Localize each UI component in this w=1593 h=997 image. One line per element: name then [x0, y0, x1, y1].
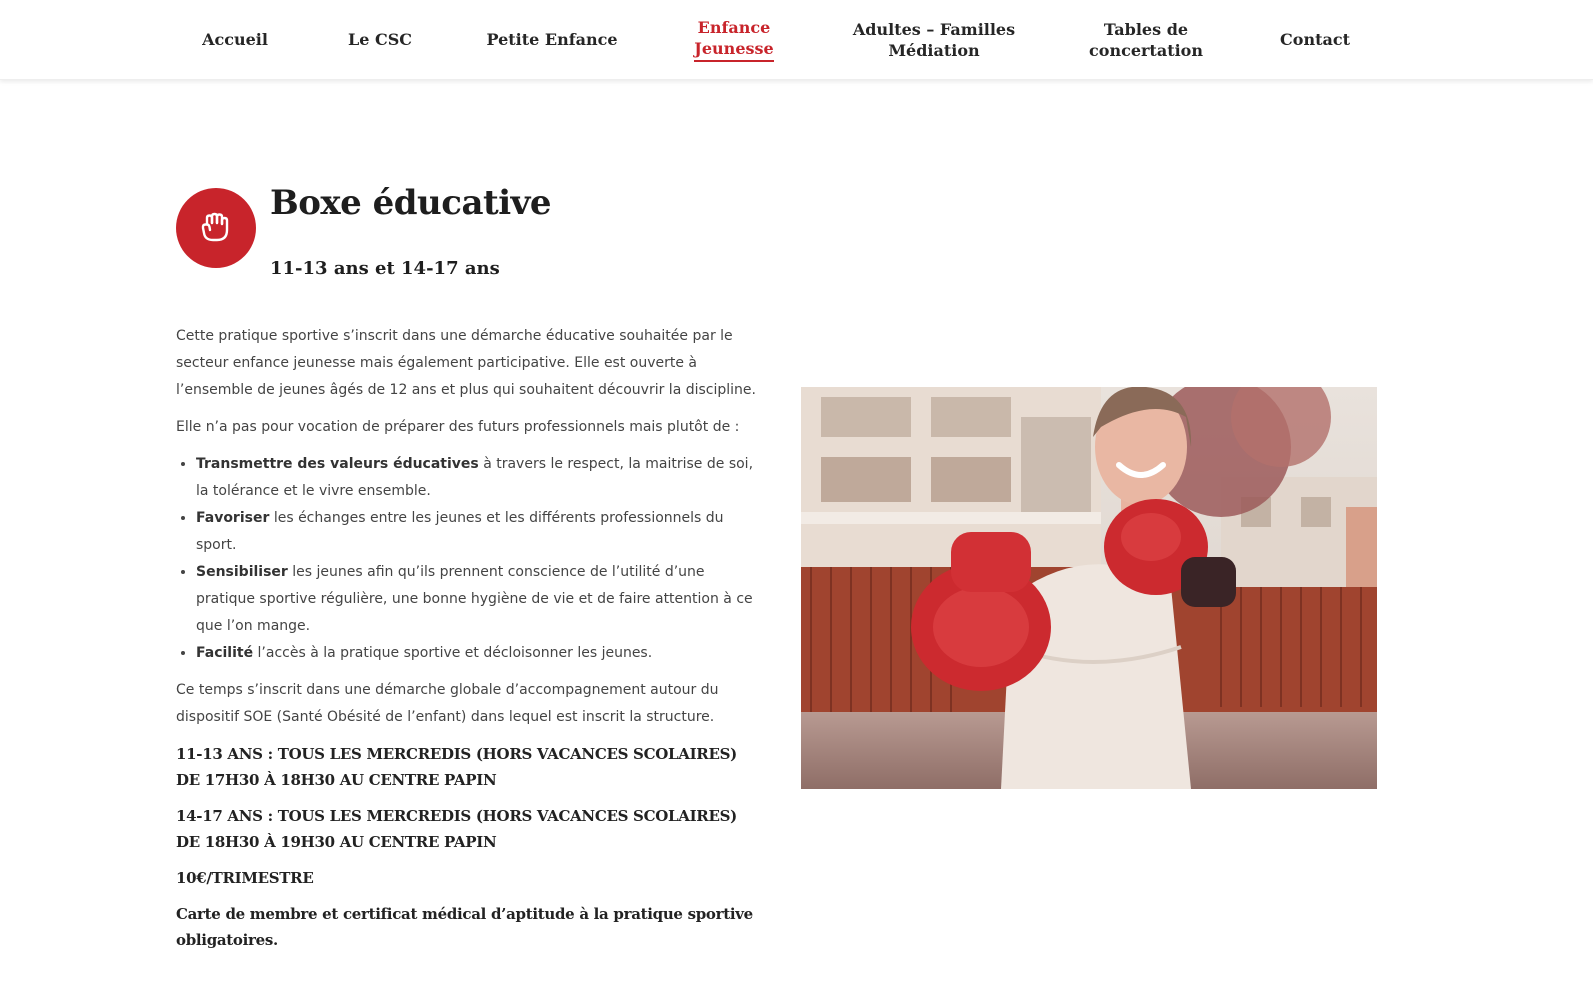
list-item: [196, 559, 756, 640]
boxing-girl-photo: [801, 387, 1377, 789]
list-item: [196, 451, 756, 505]
nav-item-petite-enfance[interactable]: [480, 0, 624, 79]
nav-item-label-line: Jeunesse: [694, 39, 774, 58]
context-paragraph: Ce temps s’inscrit dans une démarche globale d’accompagnement autour du dispositif SOE (Santé Obésité de l’enfant) dans lequel est inscrit la structure.: [176, 682, 719, 725]
objectives-list: [176, 451, 756, 667]
nav-item-accueil[interactable]: [195, 0, 275, 79]
nav-item-contact[interactable]: [1270, 0, 1360, 79]
nav-item-label-line: Médiation: [888, 40, 980, 60]
list-item-text: les échanges entre les jeunes et les différents professionnels du sport.: [196, 510, 724, 553]
list-item-text: à travers le respect, la maitrise de soi, la tolérance et le vivre ensemble.: [196, 456, 754, 499]
nav-item-adultes-familles[interactable]: [842, 0, 1026, 79]
nav-item-le-csc[interactable]: [340, 0, 420, 79]
nav-item-label: Le CSC: [347, 30, 413, 49]
nav-item-label: Accueil: [202, 30, 268, 49]
schedule-line: DE 18H30 À 19H30 AU CENTRE PAPIN: [176, 833, 497, 851]
list-item: [196, 640, 756, 667]
nav-item-tables-de-concertation[interactable]: [1080, 0, 1212, 79]
list-item-bold: Facilité: [196, 645, 254, 661]
schedule-14-17: [176, 803, 756, 855]
photo-illustration: [801, 387, 1377, 789]
main-navigation: [0, 0, 1593, 80]
schedule-line: DE 17H30 À 18H30 AU CENTRE PAPIN: [176, 771, 497, 789]
list-item-bold: Transmettre des valeurs éducatives: [196, 456, 479, 472]
lead-paragraph: Elle n’a pas pour vocation de préparer des futurs professionnels mais plutôt de :: [176, 419, 740, 435]
nav-item-label: [694, 17, 773, 62]
nav-item-enfance-jeunesse[interactable]: [684, 0, 784, 79]
list-item-bold: Sensibiliser: [196, 564, 288, 580]
page-subtitle: 11-13 ans et 14-17 ans: [270, 258, 500, 279]
list-item-bold: Favoriser: [196, 510, 270, 526]
list-item-text: les jeunes afin qu’ils prennent conscience de l’utilité d’une pratique sportive régulière, une bonne hygiène de vie et de faire attention à ce que l’on mange.: [196, 564, 753, 634]
nav-item-label: [853, 19, 1015, 61]
list-item-text: l’accès à la pratique sportive et décloisonner les jeunes.: [253, 645, 653, 661]
price: 10€/TRIMESTRE: [176, 869, 314, 887]
nav-item-label: [1089, 19, 1203, 61]
main-content: [176, 323, 756, 963]
requirements: Carte de membre et certificat médical d’aptitude à la pratique sportive obligatoires.: [176, 905, 753, 949]
nav-item-label-line: Tables de: [1103, 19, 1189, 39]
schedule-11-13: [176, 741, 756, 793]
intro-paragraph: Cette pratique sportive s’inscrit dans une démarche éducative souhaitée par le secteur enfance jeunesse mais également participative. Elle est ouverte à l’ensemble de jeunes âgés de 12 ans et plus qui souhaitent découvrir la discipline.: [176, 328, 756, 398]
boxing-glove-icon: [196, 208, 236, 248]
nav-item-label: Petite Enfance: [486, 30, 618, 49]
activity-icon-badge: [176, 188, 256, 268]
page-title: Boxe éducative: [270, 183, 552, 223]
nav-item-label-line: Enfance: [697, 18, 771, 37]
schedule-line: 14-17 ANS : TOUS LES MERCREDIS (HORS VACANCES SCOLAIRES): [176, 807, 737, 825]
nav-item-label-line: Adultes – Familles: [852, 19, 1016, 39]
nav-item-label-line: concertation: [1089, 40, 1203, 60]
schedule-line: 11-13 ANS : TOUS LES MERCREDIS (HORS VACANCES SCOLAIRES): [176, 745, 737, 763]
nav-item-label: Contact: [1280, 30, 1350, 49]
list-item: [196, 505, 756, 559]
